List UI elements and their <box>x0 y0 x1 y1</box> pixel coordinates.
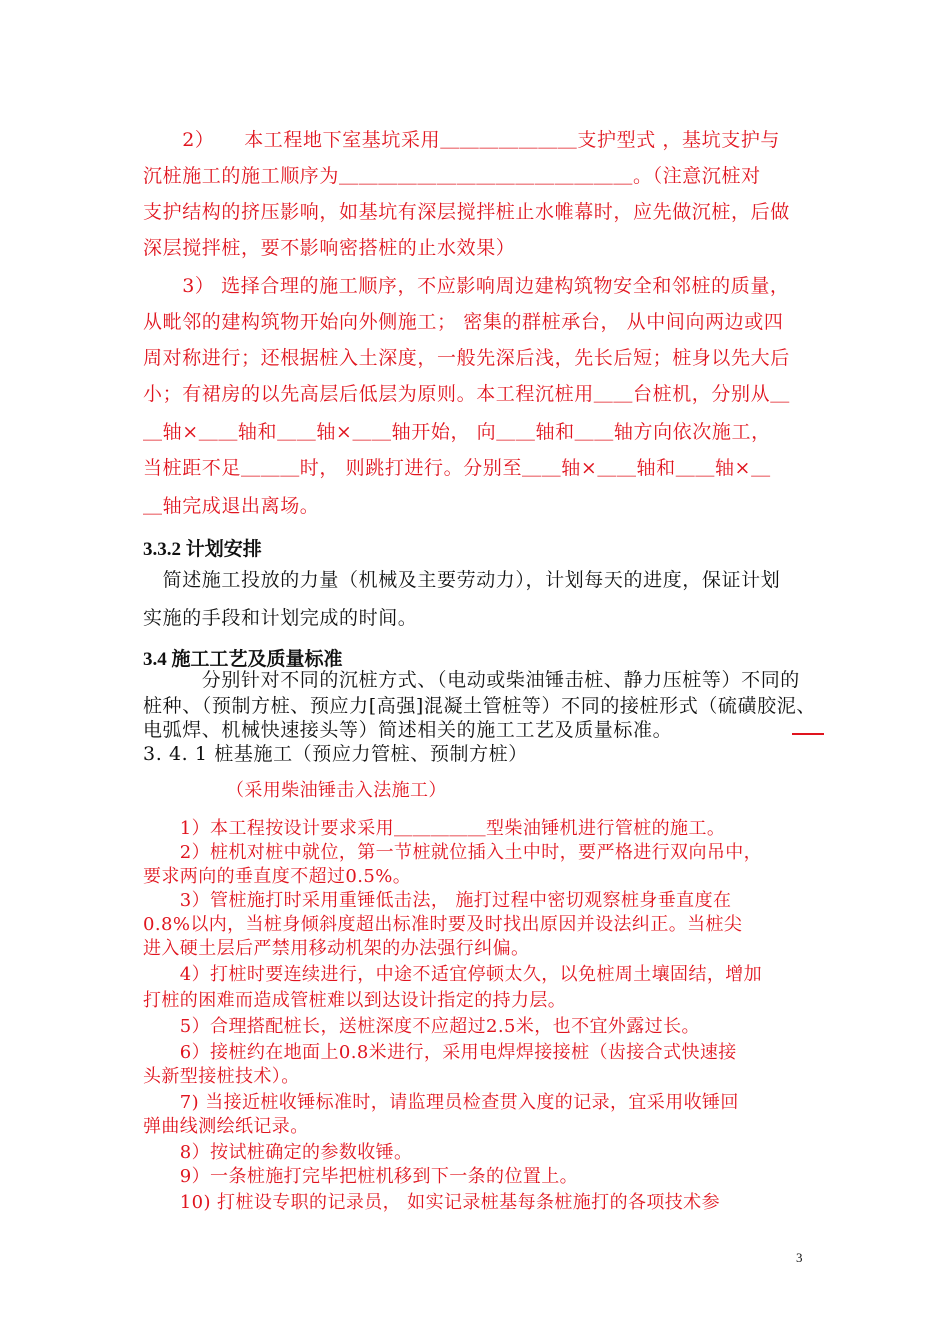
text-line: 3.4 施工工艺及质量标准 <box>143 649 343 670</box>
page-number: 3 <box>796 1250 803 1265</box>
text-line: 当桩距不足＿＿＿时， 则跳打进行。分别至＿＿轴×＿＿轴和＿＿轴×＿ <box>143 457 771 479</box>
text-line: 2） 本工程地下室基坑采用＿＿＿＿＿＿＿支护型式 ，基坑支护与 <box>143 129 781 151</box>
text-line: 3） 选择合理的施工顺序，不应影响周边建构筑物安全和邻桩的质量， <box>143 275 790 297</box>
text-line: 4）打桩时要连续进行，中途不适宜停顿太久，以免桩周土壤固结，增加 <box>143 964 763 985</box>
text-line: 3.3.2 计划安排 <box>143 539 262 560</box>
text-line: 9）一条桩施打完毕把桩机移到下一条的位置上。 <box>143 1166 579 1187</box>
text-line: 要求两向的垂直度不超过0.5%。 <box>143 866 412 887</box>
text-line: 小；有裙房的以先高层后低层为原则。本工程沉桩用＿＿台桩机，分别从＿ <box>143 383 790 405</box>
text-line: 电弧焊、机械快速接头等）简述相关的施工工艺及质量标准。 <box>143 719 673 741</box>
text-line: 桩种、（预制方桩、预应力[高强]混凝土管桩等）不同的接桩形式（硫磺胶泥、 <box>143 695 816 717</box>
text-line: 实施的手段和计划完成的时间。 <box>143 607 418 629</box>
text-line: 头新型接桩技术）。 <box>143 1066 300 1087</box>
text-line: 7) 当接近桩收锤标准时，请监理员检查贯入度的记录，宜采用收锤回 <box>143 1092 739 1113</box>
text-line: 3）管桩施打时采用重锤低击法， 施打过程中密切观察桩身垂直度在 <box>143 890 732 911</box>
text-line: 1）本工程按设计要求采用＿＿＿＿＿型柴油锤机进行管桩的施工。 <box>143 818 726 839</box>
text-line: ＿轴完成退出离场。 <box>143 495 320 517</box>
text-line: 3. 4. 1 桩基施工（预应力管桩、预制方桩） <box>143 743 528 765</box>
text-line: 5）合理搭配桩长，送桩深度不应超过2.5米，也不宜外露过长。 <box>143 1016 700 1037</box>
text-line: 弹曲线测绘纸记录。 <box>143 1116 309 1137</box>
red-dash-mark <box>792 733 824 735</box>
text-line: 10) 打桩设专职的记录员， 如实记录桩基每条桩施打的各项技术参 <box>143 1192 720 1213</box>
text-line: 从毗邻的建构筑物开始向外侧施工； 密集的群桩承台， 从中间向两边或四 <box>143 311 784 333</box>
text-line: 简述施工投放的力量（机械及主要劳动力），计划每天的进度，保证计划 <box>143 569 781 591</box>
text-line: 深层搅拌桩，要不影响密搭桩的止水效果） <box>143 237 516 259</box>
text-line: 0.8%以内，当桩身倾斜度超出标准时要及时找出原因并设法纠正。当桩尖 <box>143 914 743 935</box>
text-line: 2）桩机对桩中就位，第一节桩就位插入土中时，要严格进行双向吊中， <box>143 842 763 863</box>
text-line: ＿轴×＿＿轴和＿＿轴×＿＿轴开始， 向＿＿轴和＿＿轴方向依次施工， <box>143 421 771 443</box>
text-line: （采用柴油锤击入法施工） <box>143 780 447 801</box>
text-line: 分别针对不同的沉桩方式、（电动或柴油锤击桩、静力压桩等）不同的 <box>143 669 800 691</box>
text-line: 沉桩施工的施工顺序为＿＿＿＿＿＿＿＿＿＿＿＿＿＿＿。（注意沉桩对 <box>143 165 761 187</box>
text-line: 支护结构的挤压影响，如基坑有深层搅拌桩止水帷幕时，应先做沉桩，后做 <box>143 201 790 223</box>
text-line: 6）接桩约在地面上0.8米进行，采用电焊焊接接桩（齿接合式快速接 <box>143 1042 737 1063</box>
text-line: 8）按试桩确定的参数收锤。 <box>143 1142 413 1163</box>
text-line: 打桩的困难而造成管桩难以到达设计指定的持力层。 <box>143 990 567 1011</box>
text-line: 周对称进行；还根据桩入土深度，一般先深后浅，先长后短；桩身以先大后 <box>143 347 790 369</box>
text-line: 进入硬土层后严禁用移动机架的办法强行纠偏。 <box>143 938 530 959</box>
